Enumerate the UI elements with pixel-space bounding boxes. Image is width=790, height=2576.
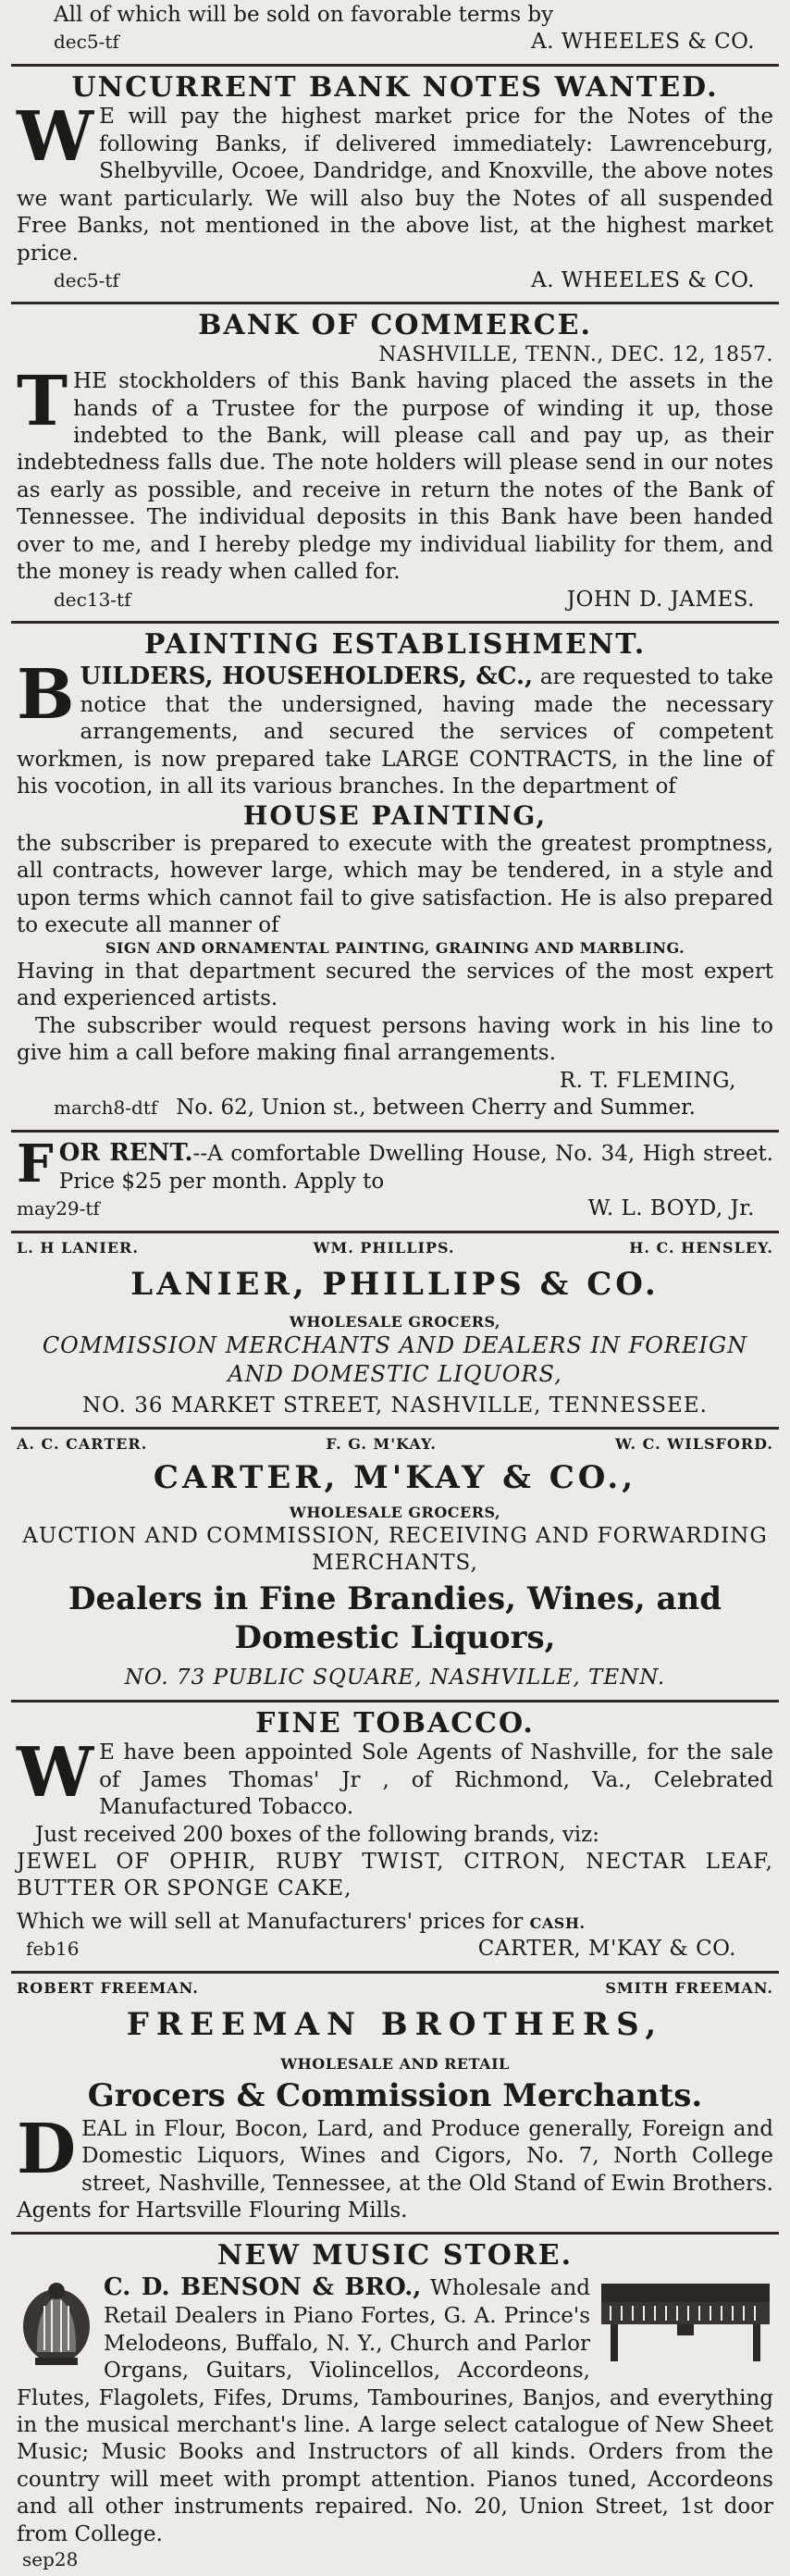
business-line: AUCTION AND COMMISSION, RECEIVING AND FORWARDING MERCHANTS, — [22, 1523, 768, 1575]
ad-for-rent — [17, 1133, 773, 1227]
ad-body-3: Having in that department secured the services of the most expert and experienced artists. — [17, 959, 773, 1011]
partner-name: ROBERT FREEMAN. — [17, 1978, 199, 1997]
ad-lanier-phillips — [17, 1237, 773, 1423]
ad-lead: OR RENT. — [58, 1138, 193, 1167]
top-fragment — [17, 0, 773, 60]
trade-line: WHOLESALE GROCERS, — [289, 1312, 501, 1331]
ad-signature: CARTER, M'KAY & CO. — [477, 1937, 736, 1962]
cash-text: CASH. — [529, 1913, 586, 1932]
ad-body-text: EAL in Flour, Bocon, Lard, and Produce generally, Foreign and Domestic Liquors, Wines and Cigors, No. 7, North College street, Nashville, Tennessee, at the Old Stand of Ewin Brothers. Agents for Hartsville Flouring Mills. — [17, 2116, 773, 2223]
ad-heading: PAINTING ESTABLISHMENT. — [143, 628, 647, 662]
ad-heading: FINE TOBACCO. — [255, 1706, 535, 1740]
ad-body — [17, 654, 773, 801]
partner-names — [17, 1435, 773, 1454]
ad-body — [17, 362, 773, 587]
ad-address: No. 62, Union st., between Cherry and Summer. — [176, 1096, 696, 1121]
partner-name: SMITH FREEMAN. — [605, 1978, 773, 1997]
ad-signature: R. T. FLEMING, — [559, 1068, 736, 1093]
ad-uncurrent-notes — [17, 70, 773, 299]
ad-code: sep28 — [22, 2548, 79, 2571]
ad-heading: BANK OF COMMERCE. — [198, 309, 592, 342]
firm-name: C. D. BENSON & BRO., — [104, 2273, 422, 2301]
partner-name: WM. PHILLIPS. — [313, 1238, 455, 1257]
partner-name: W. C. WILSFORD. — [615, 1435, 773, 1454]
ad-signature: A. WHEELES & CO. — [531, 268, 755, 292]
ad-footer — [17, 1195, 773, 1222]
ad-music-store — [17, 2238, 773, 2575]
partner-name: L. H LANIER. — [17, 1238, 139, 1257]
firm-name: LANIER, PHILLIPS & CO. — [130, 1266, 660, 1304]
partner-name: H. C. HENSLEY. — [629, 1238, 773, 1257]
divider — [11, 1971, 779, 1974]
ad-body — [17, 2109, 773, 2225]
partner-names — [17, 1239, 773, 1257]
ad-lead: UILDERS, HOUSEHOLDERS, &C., — [80, 662, 534, 690]
ad-body — [17, 1733, 773, 1821]
ad-code: dec5-tf — [54, 269, 119, 291]
ad-specialty: SIGN AND ORNAMENTAL PAINTING, GRAINING AND MARBLING. — [105, 939, 685, 958]
divider — [11, 64, 779, 67]
divider — [11, 2232, 779, 2235]
divider — [11, 1427, 779, 1430]
ad-footer — [17, 1095, 773, 1121]
ad-dateline: NASHVILLE, TENN., DEC. 12, 1857. — [378, 342, 773, 366]
top-signature: A. WHEELES & CO. — [531, 30, 755, 55]
ad-code: may29-tf — [17, 1197, 100, 1220]
divider — [11, 1130, 779, 1133]
ad-body — [17, 97, 773, 267]
ad-footer — [17, 267, 773, 294]
trade-line: WHOLESALE AND RETAIL — [280, 2054, 510, 2073]
ad-fine-tobacco — [17, 1706, 773, 1967]
ad-body-4: The subscriber would request persons having work in his line to give him a call before making final arrangements. — [17, 1013, 773, 1066]
ad-carter-mkay — [17, 1433, 773, 1696]
trade-line: WHOLESALE GROCERS, — [289, 1504, 501, 1522]
ad-freeman-brothers — [17, 1977, 773, 2229]
firm-name: CARTER, M'KAY & CO., — [153, 1458, 637, 1496]
ad-footer — [17, 1936, 773, 1963]
ad-body-text: --A comfortable Dwelling House, No. 34, High street. Price $25 per month. Apply to — [58, 1141, 773, 1194]
ad-code: dec13-tf — [54, 588, 131, 611]
ad-body-2: the subscriber is prepared to execute with the greatest promptness, all contracts, however large, which may be tendered, in a style and upon terms which cannot fail to give satisfaction. He is also prepared to execute all manner of — [17, 831, 773, 938]
ad-body-text: E will pay the highest market price for the Notes of the following Banks, if delivered immediately: Lawrenceburg, Shelbyville, Ocoee, Dandridge, and Knoxville, the above notes we want particularly. We will also buy the Notes of all suspended Free Banks, not mentioned in the above list, at the highest market price. — [17, 105, 773, 266]
sell-text: Which we will sell at Manufacturers' prices for — [17, 1909, 524, 1934]
drop-cap: T — [17, 362, 68, 442]
firm-address: NO. 36 MARKET STREET, NASHVILLE, TENNESSEE. — [82, 1393, 708, 1418]
ad-body-text: E have been appointed Sole Agents of Nashville, for the sale of James Thomas' Jr , of Richmond, Va., Celebrated Manufactured Tobacco. — [99, 1740, 773, 1820]
sell-line — [17, 1909, 773, 1936]
ad-painting — [17, 627, 773, 1126]
firm-address: NO. 73 PUBLIC SQUARE, NASHVILLE, TENN. — [124, 1666, 666, 1690]
ad-footer — [17, 587, 773, 613]
ad-code: feb16 — [26, 1938, 80, 1961]
ad-subheading: HOUSE PAINTING, — [242, 799, 548, 831]
drop-cap: W — [17, 1733, 94, 1814]
ad-heading: UNCURRENT BANK NOTES WANTED. — [71, 70, 719, 104]
divider — [11, 302, 779, 304]
drop-cap: D — [17, 2109, 77, 2189]
piano-icon — [598, 2278, 773, 2374]
received-line: Just received 200 boxes of the following brands, viz: — [35, 1822, 600, 1847]
divider — [11, 1700, 779, 1703]
brands-list: JEWEL OF OPHIR, RUBY TWIST, CITRON, NECTAR LEAF, BUTTER OR SPONGE CAKE, — [17, 1850, 773, 1901]
business-line: Grocers & Commission Merchants. — [87, 2077, 703, 2115]
ad-body — [17, 1133, 773, 1196]
lyre-icon — [17, 2278, 96, 2378]
divider — [11, 621, 779, 624]
ad-code: march8-dtf — [54, 1096, 158, 1120]
divider — [11, 1231, 779, 1233]
ad-body-text: are requested to take notice that the undersigned, having made the necessary arrangements, and secured the services of competent workmen, is now prepared take LARGE CONTRACTS, in the line of his vocotion, in all its various branches. In the department of — [17, 664, 773, 799]
drop-cap: W — [17, 97, 94, 178]
dealers-line: Dealers in Fine Brandies, Wines, and Domestic Liquors, — [68, 1580, 722, 1656]
ad-signature: W. L. BOYD, Jr. — [587, 1196, 755, 1221]
partner-name: F. G. M'KAY. — [326, 1435, 437, 1454]
top-footer — [17, 29, 773, 56]
ad-body-text: HE stockholders of this Bank having placed the assets in the hands of a Trustee for the purpose of winding it up, those indebted to the Bank, will please call and pay up, as their indebtedness falls due. The note holders will please send in our notes as early as possible, and receive in return the notes of the Bank of Tennessee. The individual deposits in this Bank have been handed over to me, and I hereby pledge my individual liability for them, and the money is ready when called for. — [17, 369, 773, 585]
partner-names — [17, 1979, 773, 1998]
ad-signature: JOHN D. JAMES. — [566, 587, 755, 612]
ad-bank-of-commerce — [17, 308, 773, 617]
firm-name: FREEMAN BROTHERS, — [126, 2006, 664, 2044]
drop-cap: F — [17, 1133, 54, 1195]
ad-body-text: Wholesale and Retail Dealers in Piano Fortes, G. A. Prince's Melodeons, Buffalo, N. Y., Church and Parlor Organs, Guitars, Violincellos, Accordeons, Flutes, Flagolets, Fifes, Drums, Tambourines, Banjos, and everything in the musical merchant's line. A large select catalogue of New Sheet Music; Music Books and Instructors of all kinds. Orders from the country will meet with prompt attention. Pianos tuned, Accordeons and all other instruments repaired. No. 20, Union Street, 1st door from College. — [17, 2275, 773, 2546]
partner-name: A. C. CARTER. — [17, 1435, 148, 1454]
top-line: All of which will be sold on favorable terms by — [54, 3, 554, 27]
drop-cap: B — [17, 654, 75, 735]
ad-heading: NEW MUSIC STORE. — [216, 2239, 574, 2273]
top-code: dec5-tf — [54, 31, 119, 54]
business-line: COMMISSION MERCHANTS AND DEALERS IN FOREIGN AND DOMESTIC LIQUORS, — [42, 1332, 748, 1387]
